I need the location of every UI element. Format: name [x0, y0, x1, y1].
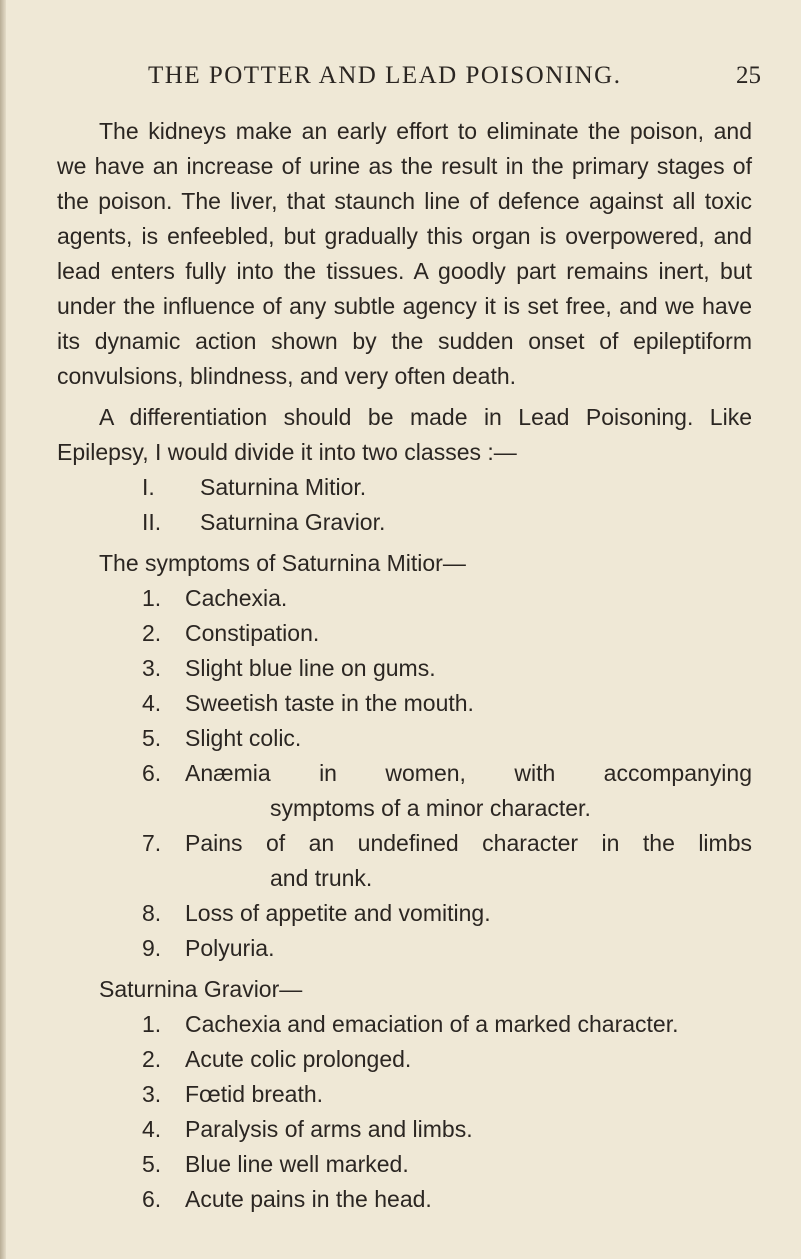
list-item — [142, 1182, 752, 1217]
page-binding-edge — [0, 0, 6, 1259]
list-item — [142, 581, 752, 616]
gravior-symptoms-list — [57, 1007, 752, 1217]
item-text: Saturnina Mitior. — [200, 474, 367, 500]
item-number: 2. — [142, 1046, 162, 1072]
item-continuation: and trunk. — [270, 865, 373, 891]
list-item — [142, 686, 752, 721]
item-text: Pains of an undefined character in the limbs — [185, 830, 752, 856]
item-text: Cachexia. — [185, 585, 288, 611]
page-number: 25 — [736, 62, 761, 89]
item-number: 7. — [142, 830, 162, 856]
list-item — [142, 470, 752, 505]
item-number: 6. — [142, 1186, 162, 1212]
list-item — [142, 826, 752, 861]
list-item — [142, 756, 752, 791]
item-text: Polyuria. — [185, 935, 275, 961]
item-number: 4. — [142, 1116, 162, 1142]
list-item — [142, 616, 752, 651]
item-number: 1. — [142, 1011, 162, 1037]
list-item — [142, 505, 752, 540]
item-text: Saturnina Gravior. — [200, 509, 386, 535]
item-text: Loss of appetite and vomiting. — [185, 900, 491, 926]
item-number: 8. — [142, 900, 162, 926]
item-text: Anæmia in women, with accompanying — [185, 760, 752, 786]
paragraph-kidneys: The kidneys make an early effort to eliminate the poison, and we have an increase of urine as the result in the primary stages of the poison. The liver, that staunch line of defence against all toxic agents, is enfeebled, but gradually this organ is overpowered, and lead enters fully into the tissues. A goodly part remains inert, but under the influence of any subtle agency it is set free, and we have its dynamic action shown by the sudden onset of epileptiform convulsions, blindness, and very often death. — [57, 118, 752, 389]
item-number: 4. — [142, 690, 162, 716]
item-text: Blue line well marked. — [185, 1151, 409, 1177]
item-text: Constipation. — [185, 620, 320, 646]
item-number: 6. — [142, 760, 162, 786]
mitior-symptoms-list — [57, 581, 752, 966]
item-text: Cachexia and emaciation of a marked character. — [185, 1011, 679, 1037]
list-item — [142, 1042, 752, 1077]
list-item — [142, 651, 752, 686]
classes-list — [57, 470, 752, 540]
gravior-heading: Saturnina Gravior— — [99, 976, 303, 1002]
list-item — [142, 931, 752, 966]
list-item — [142, 1007, 752, 1042]
list-item — [142, 1077, 752, 1112]
item-number: 3. — [142, 1081, 162, 1107]
list-item — [142, 721, 752, 756]
item-number: 9. — [142, 935, 162, 961]
item-number: 2. — [142, 620, 162, 646]
item-number: 5. — [142, 725, 162, 751]
list-item — [142, 1112, 752, 1147]
mitior-heading: The symptoms of Saturnina Mitior— — [99, 550, 466, 576]
item-text: Paralysis of arms and limbs. — [185, 1116, 473, 1142]
item-text: Fœtid breath. — [185, 1081, 324, 1107]
item-number: 5. — [142, 1151, 162, 1177]
running-title: THE POTTER AND LEAD POISONING. — [148, 62, 622, 89]
paragraph-differentiation: A differentiation should be made in Lead Poisoning. Like Epilepsy, I would divide it into two classes :— — [57, 404, 752, 465]
list-item — [142, 1147, 752, 1182]
item-text: Acute colic prolonged. — [185, 1046, 412, 1072]
item-continuation: symptoms of a minor character. — [270, 795, 591, 821]
page-header — [0, 62, 801, 98]
item-number: II. — [142, 509, 162, 535]
item-text: Slight blue line on gums. — [185, 655, 436, 681]
item-text: Sweetish taste in the mouth. — [185, 690, 474, 716]
list-item — [142, 896, 752, 931]
item-number: 3. — [142, 655, 162, 681]
item-number: I. — [142, 474, 155, 500]
item-text: Acute pains in the head. — [185, 1186, 432, 1212]
body-text — [57, 114, 752, 1217]
item-number: 1. — [142, 585, 162, 611]
item-text: Slight colic. — [185, 725, 302, 751]
